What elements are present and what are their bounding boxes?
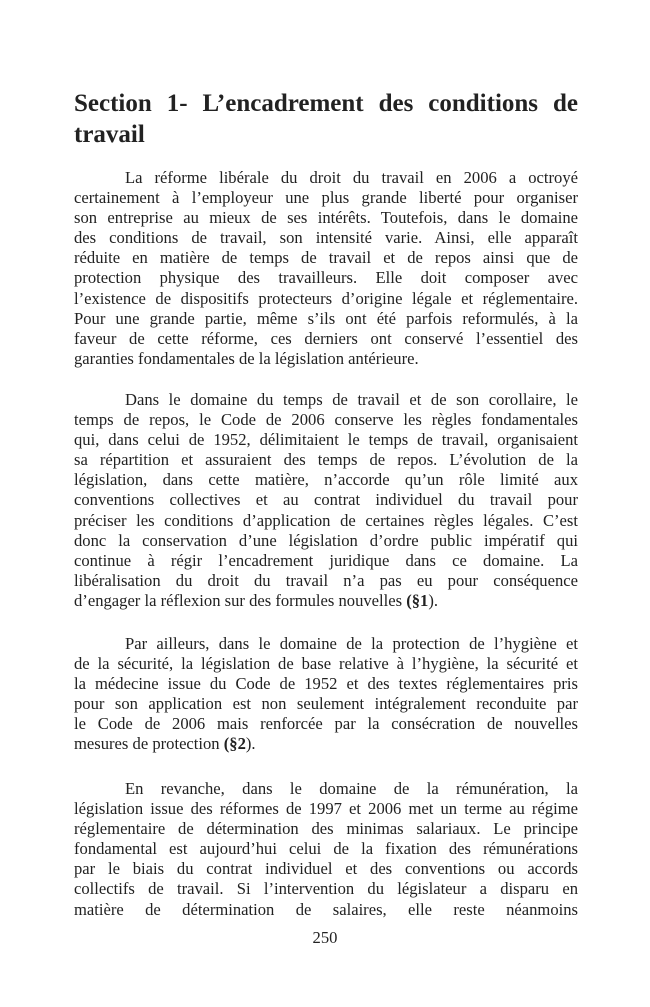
text-line <box>74 329 578 349</box>
line-text: réduite en matière de temps de travail et de repos ainsi que de <box>74 248 578 268</box>
text-line <box>74 734 578 754</box>
section-reference: (§1 <box>406 590 429 610</box>
line-tail: ). <box>428 590 439 610</box>
line-text: réglementaire de détermination des minimas salariaux. Le principe <box>74 819 578 839</box>
text-line <box>74 839 578 859</box>
page-number: 250 <box>312 928 338 947</box>
line-text: En revanche, dans le domaine de la rémunération, la <box>125 779 578 798</box>
text-line <box>74 779 578 799</box>
paragraph-2 <box>74 390 578 611</box>
line-text: législation, dans cette matière, n’accorde qu’un rôle limité aux <box>74 470 578 490</box>
text-line <box>74 390 578 410</box>
text-line <box>74 799 578 819</box>
text-line <box>74 208 578 228</box>
line-text: d’engager la réflexion sur des formules nouvelles <box>74 590 407 610</box>
line-text: sa répartition et assuraient des temps de repos. L’évolution de la <box>74 450 578 470</box>
line-text: libéralisation du droit du travail n’a pas eu pour conséquence <box>74 570 578 590</box>
line-text: la médecine issue du Code de 1952 et des textes réglementaires pris <box>74 674 578 694</box>
text-line <box>74 714 578 734</box>
line-text: La réforme libérale du droit du travail en 2006 a octroyé <box>125 168 578 187</box>
text-line <box>74 410 578 430</box>
text-line <box>74 551 578 571</box>
line-text: Par ailleurs, dans le domaine de la protection de l’hygiène et <box>125 634 578 653</box>
text-line <box>74 879 578 899</box>
line-text: conventions collectives et au contrat individuel du travail pour <box>74 490 578 510</box>
heading-line: Section 1- L’encadrement des conditions de <box>74 90 578 117</box>
line-text: faveur de cette réforme, ces derniers ont conservé l’essentiel des <box>74 328 578 348</box>
text-line <box>74 531 578 551</box>
text-line <box>74 900 578 920</box>
line-text: qui, dans celui de 1952, délimitaient le temps de travail, organisaient <box>74 430 578 450</box>
text-line <box>74 591 578 611</box>
paragraph-3 <box>74 634 578 755</box>
section-heading <box>74 88 578 150</box>
line-text: matière de détermination de salaires, elle reste néanmoins <box>74 899 578 919</box>
text-line <box>74 674 578 694</box>
text-line <box>74 694 578 714</box>
line-text: de la sécurité, la législation de base relative à l’hygiène, la sécurité et <box>74 654 578 674</box>
text-line <box>74 511 578 531</box>
text-line <box>74 309 578 329</box>
line-text: certainement à l’employeur une plus grande liberté pour organiser <box>74 188 578 208</box>
line-text: préciser les conditions d’application de certaines règles légales. C’est <box>74 510 578 530</box>
section-reference: (§2 <box>223 734 246 754</box>
paragraph-4 <box>74 779 578 920</box>
line-tail: ). <box>245 734 256 754</box>
text-line <box>74 470 578 490</box>
text-line <box>74 248 578 268</box>
text-line <box>74 430 578 450</box>
text-line <box>74 654 578 674</box>
text-line <box>74 490 578 510</box>
line-text: donc la conservation d’une législation d’ordre public impératif qui <box>74 530 578 550</box>
line-text: des conditions de travail, son intensité varie. Ainsi, elle apparaît <box>74 228 578 248</box>
line-text: par le biais du contrat individuel et des conventions ou accords <box>74 859 578 879</box>
text-line <box>74 268 578 288</box>
line-text: fondamental est aujourd’hui celui de la fixation des rémunérations <box>74 839 578 859</box>
line-text: législation issue des réformes de 1997 et 2006 met un terme au régime <box>74 799 578 819</box>
line-text: Pour une grande partie, même s’ils ont été parfois reformulés, à la <box>74 308 578 328</box>
text-line <box>74 571 578 591</box>
text-line <box>74 634 578 654</box>
text-line <box>74 168 578 188</box>
text-line <box>74 228 578 248</box>
line-text: continue à régir l’encadrement juridique dans ce domaine. La <box>74 550 578 570</box>
line-text: temps de repos, le Code de 2006 conserve les règles fondamentales <box>74 410 578 430</box>
line-text: collectifs de travail. Si l’intervention du législateur a disparu en <box>74 879 578 899</box>
text-line <box>74 859 578 879</box>
text-line <box>74 450 578 470</box>
line-text: protection physique des travailleurs. Elle doit composer avec <box>74 268 578 288</box>
line-text: garanties fondamentales de la législation antérieure. <box>74 348 419 368</box>
line-text: mesures de protection <box>74 734 224 754</box>
line-text: Dans le domaine du temps de travail et de son corollaire, le <box>125 390 578 409</box>
heading-line: travail <box>74 121 145 148</box>
text-line <box>74 188 578 208</box>
line-text: pour son application est non seulement intégralement reconduite par <box>74 694 578 714</box>
line-text: l’existence de dispositifs protecteurs d’origine légale et réglementaire. <box>74 288 578 308</box>
paragraph-1 <box>74 168 578 369</box>
text-line <box>74 349 578 369</box>
text-line <box>74 819 578 839</box>
text-line <box>74 289 578 309</box>
line-text: son entreprise au mieux de ses intérêts. Toutefois, dans le domaine <box>74 208 578 228</box>
line-text: le Code de 2006 mais renforcée par la consécration de nouvelles <box>74 714 578 734</box>
